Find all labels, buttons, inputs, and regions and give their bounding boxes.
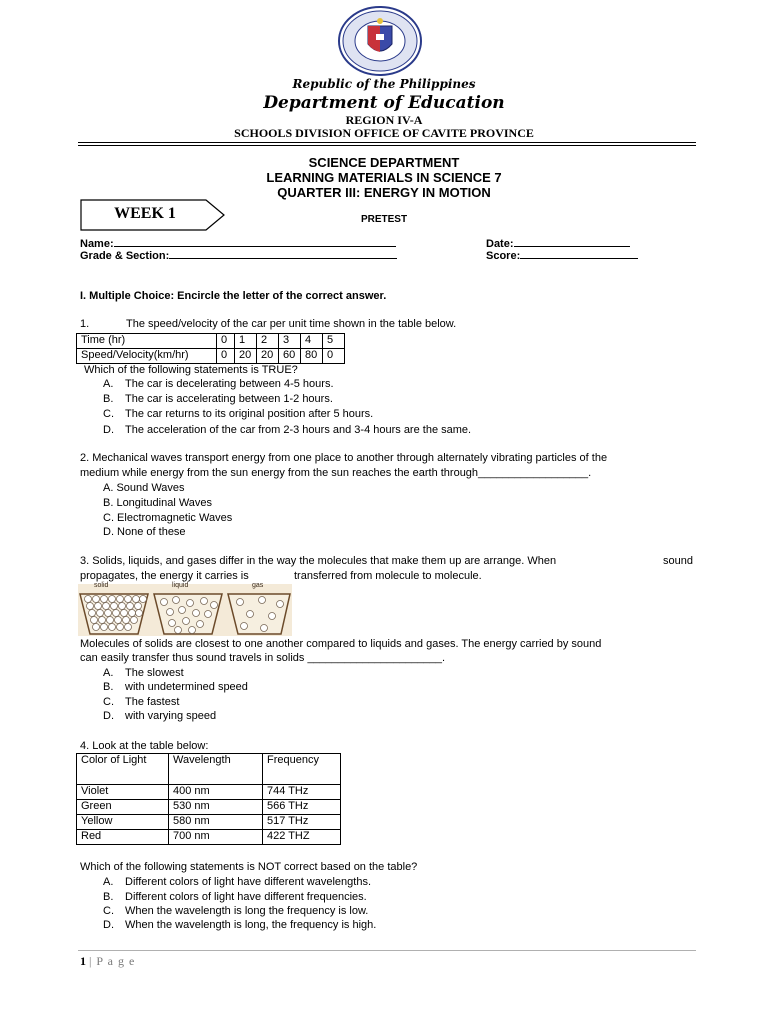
q1-text: The speed/velocity of the car per unit time shown in the table below. (126, 318, 457, 330)
table-row (77, 754, 341, 785)
q3-text-line-1: 3. Solids, liquids, and gases differ in the way the molecules that make them up are arrange. When (80, 555, 557, 567)
q3-choice-a[interactable]: A. The slowest (103, 667, 184, 679)
states-of-matter-illustration (78, 584, 292, 636)
q2-choice-d[interactable]: D. None of these (103, 526, 186, 538)
q1-speed-cell: 20 (257, 349, 279, 364)
q4-cell: 530 nm (169, 800, 263, 815)
solid-label: solid (94, 582, 109, 589)
q1-choice-c[interactable]: C. The car returns to its original position after 5 hours. (103, 408, 374, 420)
q4-cell: 422 THZ (263, 830, 341, 845)
q2-text-line-1: 2. Mechanical waves transport energy from one place to another through alternately vibrating particles of the (80, 452, 608, 464)
q3-body-line-1: Molecules of solids are closest to one another compared to liquids and gases. The energy carried by sound (80, 638, 602, 650)
q1-speed-cell: 0 (217, 349, 235, 364)
title-line-1: SCIENCE DEPARTMENT (308, 155, 460, 170)
name-label: Name: (80, 238, 114, 250)
republic-heading: Republic of the Philippines (292, 77, 476, 91)
week-label: WEEK 1 (114, 205, 176, 222)
q1-time-cell: 0 (217, 334, 235, 349)
q4-header-color: Color of Light (77, 754, 169, 785)
title-line-2: LEARNING MATERIALS IN SCIENCE 7 (266, 170, 502, 185)
q3-choice-b[interactable]: B. with undetermined speed (103, 681, 248, 693)
instructions: I. Multiple Choice: Encircle the letter of the correct answer. (80, 290, 387, 302)
q2-text-line-2: medium while energy from the sun energy from the sun reaches the earth through__________________. (80, 467, 592, 479)
score-label: Score: (486, 250, 521, 262)
page-number: 1 (80, 954, 86, 968)
footer-divider (78, 950, 696, 951)
q3-choice-d[interactable]: D. with varying speed (103, 710, 217, 722)
q1-row2-label: Speed/Velocity(km/hr) (77, 349, 217, 364)
q1-time-cell: 2 (257, 334, 279, 349)
score-field[interactable] (486, 249, 638, 262)
division-heading: SCHOOLS DIVISION OFFICE OF CAVITE PROVINCE (234, 126, 534, 140)
q4-text: 4. Look at the table below: (80, 740, 209, 752)
q4-cell: Violet (77, 785, 169, 800)
q1-number: 1. (80, 318, 90, 330)
department-heading: Department of Education (263, 93, 505, 113)
q1-speed-cell: 80 (301, 349, 323, 364)
q4-header-frequency: Frequency (263, 754, 341, 785)
q1-speed-cell: 20 (235, 349, 257, 364)
q2-choice-b[interactable]: B. Longitudinal Waves (103, 497, 213, 509)
table-row (77, 800, 341, 815)
region-heading: REGION IV-A (345, 113, 423, 127)
q1-speed-table (76, 333, 345, 364)
q4-header-wavelength: Wavelength (169, 754, 263, 785)
table-row (77, 815, 341, 830)
q4-cell: 700 nm (169, 830, 263, 845)
date-label: Date: (486, 238, 514, 250)
grade-blank[interactable] (169, 249, 397, 259)
table-row (77, 349, 345, 364)
q4-cell: Yellow (77, 815, 169, 830)
table-row (77, 830, 341, 845)
liquid-label: liquid (172, 582, 189, 589)
q4-cell: Green (77, 800, 169, 815)
q1-time-cell: 5 (323, 334, 345, 349)
q1-time-cell: 1 (235, 334, 257, 349)
q1-time-cell: 4 (301, 334, 323, 349)
q1-speed-cell: 60 (279, 349, 301, 364)
q1-time-cell: 3 (279, 334, 301, 349)
q2-choice-c[interactable]: C. Electromagnetic Waves (103, 512, 233, 524)
q4-prompt: Which of the following statements is NOT correct based on the table? (80, 861, 418, 873)
q4-choice-b[interactable]: B. Different colors of light have different frequencies. (103, 891, 367, 903)
score-blank[interactable] (520, 249, 638, 259)
q4-cell: 580 nm (169, 815, 263, 830)
name-blank[interactable] (114, 237, 396, 247)
header-divider-2 (78, 145, 696, 146)
q3-text-line-2: propagates, the energy it carries is (80, 570, 249, 582)
date-blank[interactable] (514, 237, 630, 247)
q4-cell: 566 THz (263, 800, 341, 815)
q4-cell: 400 nm (169, 785, 263, 800)
gas-label: gas (252, 582, 264, 589)
q4-light-table (76, 753, 341, 845)
page-label: | P a g e (89, 954, 136, 968)
q3-body-line-2: can easily transfer thus sound travels in solids ______________________. (80, 652, 446, 664)
page-footer (80, 954, 135, 969)
q1-choice-b[interactable]: B. The car is accelerating between 1-2 hours. (103, 393, 333, 405)
q4-choice-c[interactable]: C. When the wavelength is long the frequency is low. (103, 905, 369, 917)
q4-cell: 517 THz (263, 815, 341, 830)
title-line-3: QUARTER III: ENERGY IN MOTION (277, 185, 491, 200)
q3-choice-c[interactable]: C. The fastest (103, 696, 180, 708)
table-row (77, 334, 345, 349)
q3-text-line-2-end: transferred from molecule to molecule. (294, 570, 482, 582)
q3-text-line-1-end: sound (663, 555, 693, 567)
q1-choice-a[interactable]: A. The car is decelerating between 4-5 hours. (103, 378, 334, 390)
q2-choice-a[interactable]: A. Sound Waves (103, 482, 185, 494)
grade-field[interactable] (80, 249, 397, 262)
q4-cell: 744 THz (263, 785, 341, 800)
q1-row1-label: Time (hr) (77, 334, 217, 349)
q4-choice-d[interactable]: D. When the wavelength is long, the frequency is high. (103, 919, 377, 931)
q4-choice-a[interactable]: A. Different colors of light have different wavelengths. (103, 876, 372, 888)
deped-seal (338, 6, 422, 76)
pretest-label: PRETEST (360, 214, 408, 225)
header-divider (78, 142, 696, 143)
q1-prompt: Which of the following statements is TRUE? (84, 364, 298, 376)
q1-speed-cell: 0 (323, 349, 345, 364)
table-row (77, 785, 341, 800)
q1-choice-d[interactable]: D. The acceleration of the car from 2-3 hours and 3-4 hours are the same. (103, 424, 472, 436)
grade-label: Grade & Section: (80, 250, 170, 262)
q4-cell: Red (77, 830, 169, 845)
